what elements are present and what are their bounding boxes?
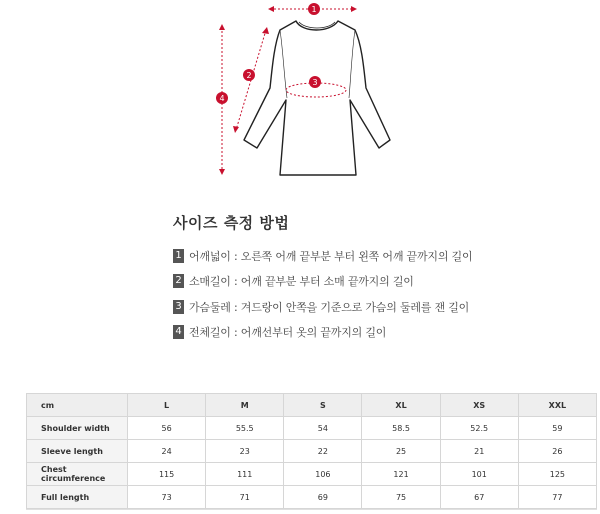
table-cell: 77	[518, 486, 596, 509]
table-cell: 54	[284, 417, 362, 440]
table-cell: 52.5	[440, 417, 518, 440]
table-cell: 67	[440, 486, 518, 509]
size-header-xl: XL	[362, 394, 440, 417]
step-text: 소매길이 : 어깨 끝부분 부터 소매 끝까지의 길이	[189, 275, 414, 288]
size-table	[26, 393, 597, 509]
step-number: 1	[173, 249, 184, 263]
guide-step-3	[173, 299, 469, 315]
table-cell: 58.5	[362, 417, 440, 440]
table-cell: 69	[284, 486, 362, 509]
size-header-s: S	[284, 394, 362, 417]
row-label: Full length	[27, 486, 128, 509]
table-cell: 26	[518, 440, 596, 463]
table-cell: 115	[128, 463, 206, 486]
table-cell: 111	[206, 463, 284, 486]
table-cell: 106	[284, 463, 362, 486]
table-cell: 21	[440, 440, 518, 463]
guide-step-1	[173, 248, 472, 264]
marker-2-sleeve-length	[233, 27, 269, 133]
table-cell: 24	[128, 440, 206, 463]
step-number: 3	[173, 300, 184, 314]
table-cell: 73	[128, 486, 206, 509]
table-cell: 121	[362, 463, 440, 486]
unit-header: cm	[27, 394, 128, 417]
table-cell: 25	[362, 440, 440, 463]
marker-4-full-length	[216, 24, 228, 175]
marker-3-chest-circumference	[286, 76, 346, 97]
row-label: Shoulder width	[27, 417, 128, 440]
table-header-row	[27, 394, 597, 417]
step-text: 어깨넓이 : 오른쪽 어깨 끝부분 부터 왼쪽 어깨 끝까지의 길이	[189, 250, 473, 263]
garment-outline	[244, 21, 390, 175]
divider	[26, 509, 597, 510]
table-cell: 101	[440, 463, 518, 486]
table-cell: 56	[128, 417, 206, 440]
guide-step-2	[173, 273, 414, 289]
size-header-xxl: XXL	[518, 394, 596, 417]
marker-1-label: 1	[311, 5, 317, 14]
marker-4-label: 4	[219, 94, 225, 103]
step-text: 전체길이 : 어깨선부터 옷의 끝까지의 길이	[189, 326, 387, 339]
table-cell: 59	[518, 417, 596, 440]
table-cell: 23	[206, 440, 284, 463]
row-label: Sleeve length	[27, 440, 128, 463]
table-row-shoulder-width	[27, 417, 597, 440]
marker-1-shoulder-width	[268, 3, 357, 15]
guide-step-4	[173, 324, 386, 340]
table-cell: 55.5	[206, 417, 284, 440]
table-cell: 75	[362, 486, 440, 509]
table-cell: 22	[284, 440, 362, 463]
table-row-full-length	[27, 486, 597, 509]
table-cell: 125	[518, 463, 596, 486]
garment-diagram	[0, 0, 600, 190]
step-number: 4	[173, 325, 184, 339]
step-number: 2	[173, 274, 184, 288]
guide-title: 사이즈 측정 방법	[173, 214, 290, 232]
size-header-m: M	[206, 394, 284, 417]
table-row-chest-circumference	[27, 463, 597, 486]
size-header-l: L	[128, 394, 206, 417]
marker-2-label: 2	[246, 71, 252, 80]
table-row-sleeve-length	[27, 440, 597, 463]
table-cell: 71	[206, 486, 284, 509]
marker-3-label: 3	[312, 78, 318, 87]
size-header-xs: XS	[440, 394, 518, 417]
row-label: Chest circumference	[27, 463, 128, 486]
step-text: 가슴둘레 : 겨드랑이 안쪽을 기준으로 가슴의 둘레를 잰 길이	[189, 301, 470, 314]
